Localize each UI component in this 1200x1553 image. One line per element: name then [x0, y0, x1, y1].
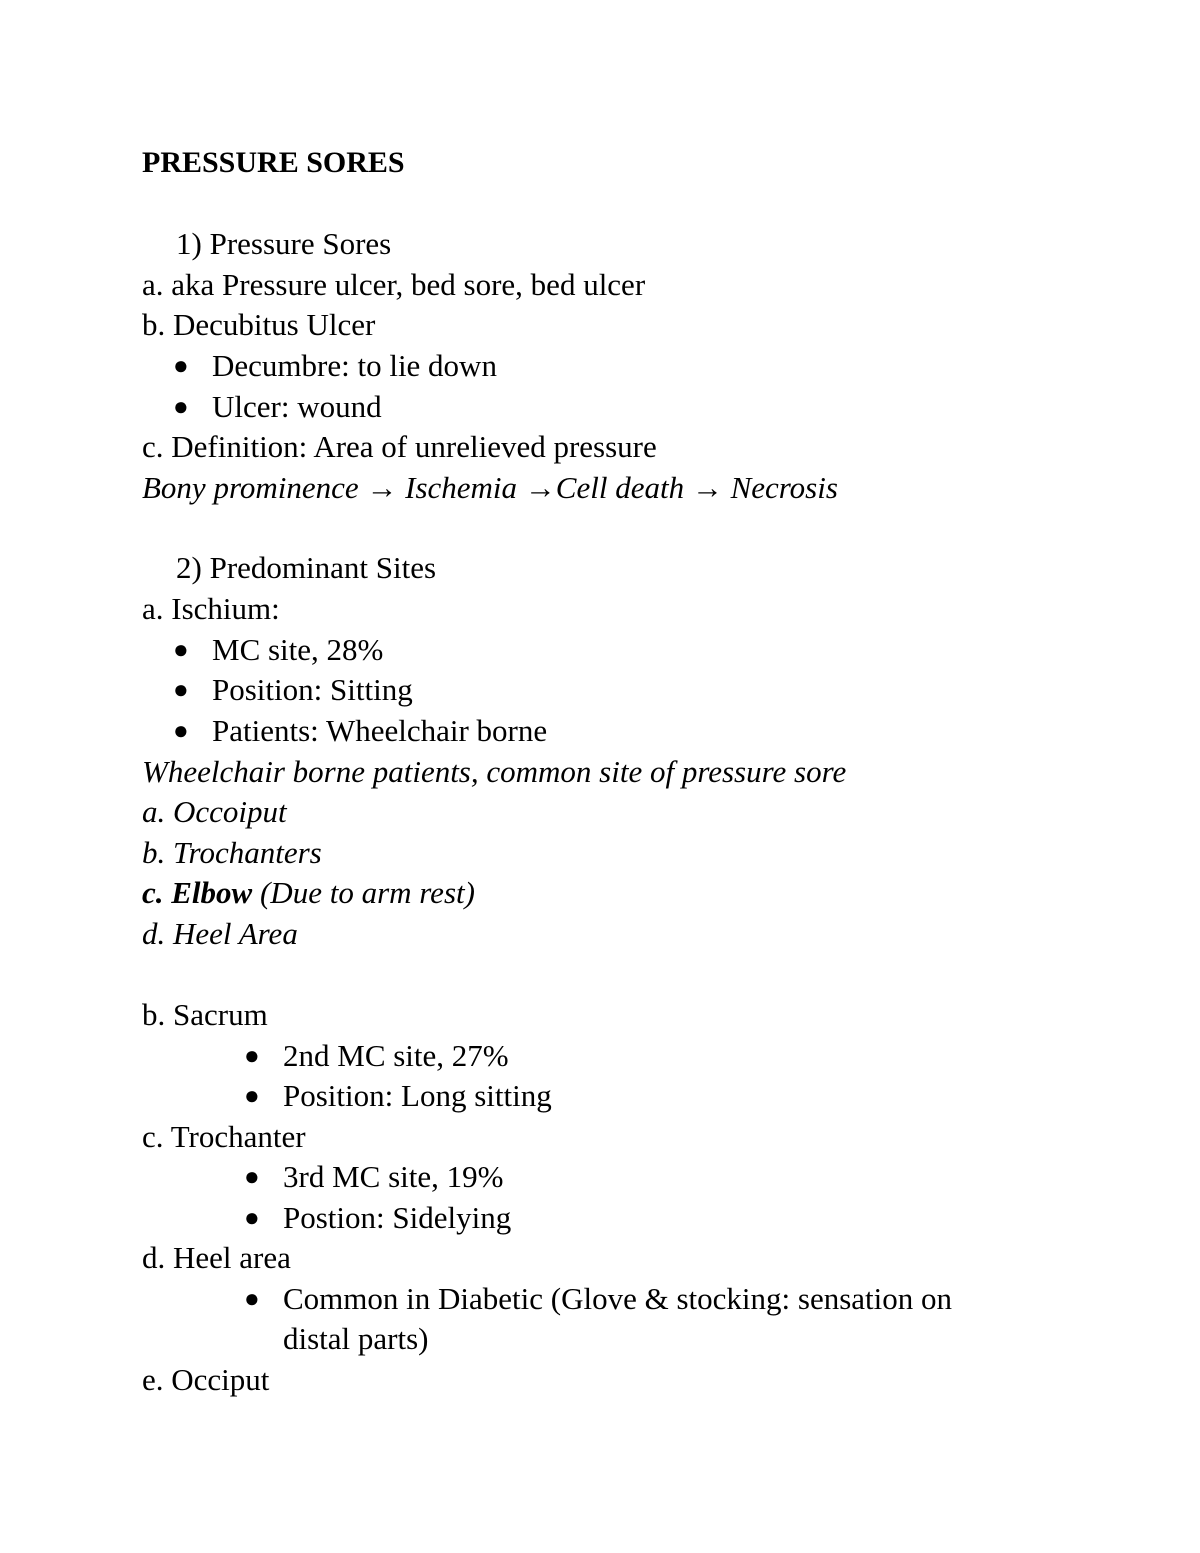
- s2-item-d: d. Heel area: [142, 1240, 291, 1275]
- wheelchair-item-a: a. Occoiput: [142, 794, 287, 829]
- s2-item-a: a. Ischium:: [142, 591, 280, 626]
- bullet-icon: ●: [244, 1203, 260, 1232]
- wheelchair-item-c-bold: c. Elbow: [142, 875, 253, 910]
- s2-c-bullet-2: Postion: Sidelying: [283, 1200, 512, 1235]
- section-1-heading: 1) Pressure Sores: [176, 226, 392, 261]
- s2-a-bullet-1: MC site, 28%: [212, 632, 384, 667]
- s2-b-bullet-2: Position: Long sitting: [283, 1078, 552, 1113]
- bullet-icon: ●: [244, 1284, 260, 1313]
- bullet-icon: ●: [173, 392, 189, 421]
- bullet-icon: ●: [173, 675, 189, 704]
- wheelchair-item-d: d. Heel Area: [142, 916, 298, 951]
- s1-flow: Bony prominence → Ischemia →Cell death → Necrosis: [142, 470, 838, 505]
- s2-a-bullet-3: Patients: Wheelchair borne: [212, 713, 548, 748]
- s1-b-bullet-1: Decumbre: to lie down: [212, 348, 497, 383]
- s2-c-bullet-1: 3rd MC site, 19%: [283, 1159, 504, 1194]
- bullet-icon: ●: [244, 1041, 260, 1070]
- bullet-icon: ●: [244, 1162, 260, 1191]
- s1-item-c: c. Definition: Area of unrelieved pressure: [142, 429, 657, 464]
- section-2-heading: 2) Predominant Sites: [176, 550, 437, 585]
- wheelchair-item-c: [142, 875, 475, 911]
- s1-b-bullet-2: Ulcer: wound: [212, 389, 382, 424]
- page-title: PRESSURE SORES: [142, 146, 405, 179]
- bullet-icon: ●: [173, 635, 189, 664]
- s2-a-bullet-2: Position: Sitting: [212, 672, 413, 707]
- s2-b-bullet-1: 2nd MC site, 27%: [283, 1038, 509, 1073]
- s1-item-b: b. Decubitus Ulcer: [142, 307, 376, 342]
- s2-d-bullet-line-2: distal parts): [283, 1321, 429, 1356]
- s2-item-c: c. Trochanter: [142, 1119, 306, 1154]
- s1-item-a: a. aka Pressure ulcer, bed sore, bed ulcer: [142, 267, 646, 302]
- s2-item-b: b. Sacrum: [142, 997, 268, 1032]
- s2-item-e: e. Occiput: [142, 1362, 270, 1397]
- bullet-icon: ●: [244, 1081, 260, 1110]
- wheelchair-item-b: b. Trochanters: [142, 835, 322, 870]
- wheelchair-item-c-rest: (Due to arm rest): [252, 875, 475, 910]
- bullet-icon: ●: [173, 716, 189, 745]
- s2-d-bullet-line-1: Common in Diabetic (Glove & stocking: sensation on: [283, 1281, 952, 1316]
- bullet-icon: ●: [173, 351, 189, 380]
- wheelchair-note: Wheelchair borne patients, common site of pressure sore: [142, 754, 847, 789]
